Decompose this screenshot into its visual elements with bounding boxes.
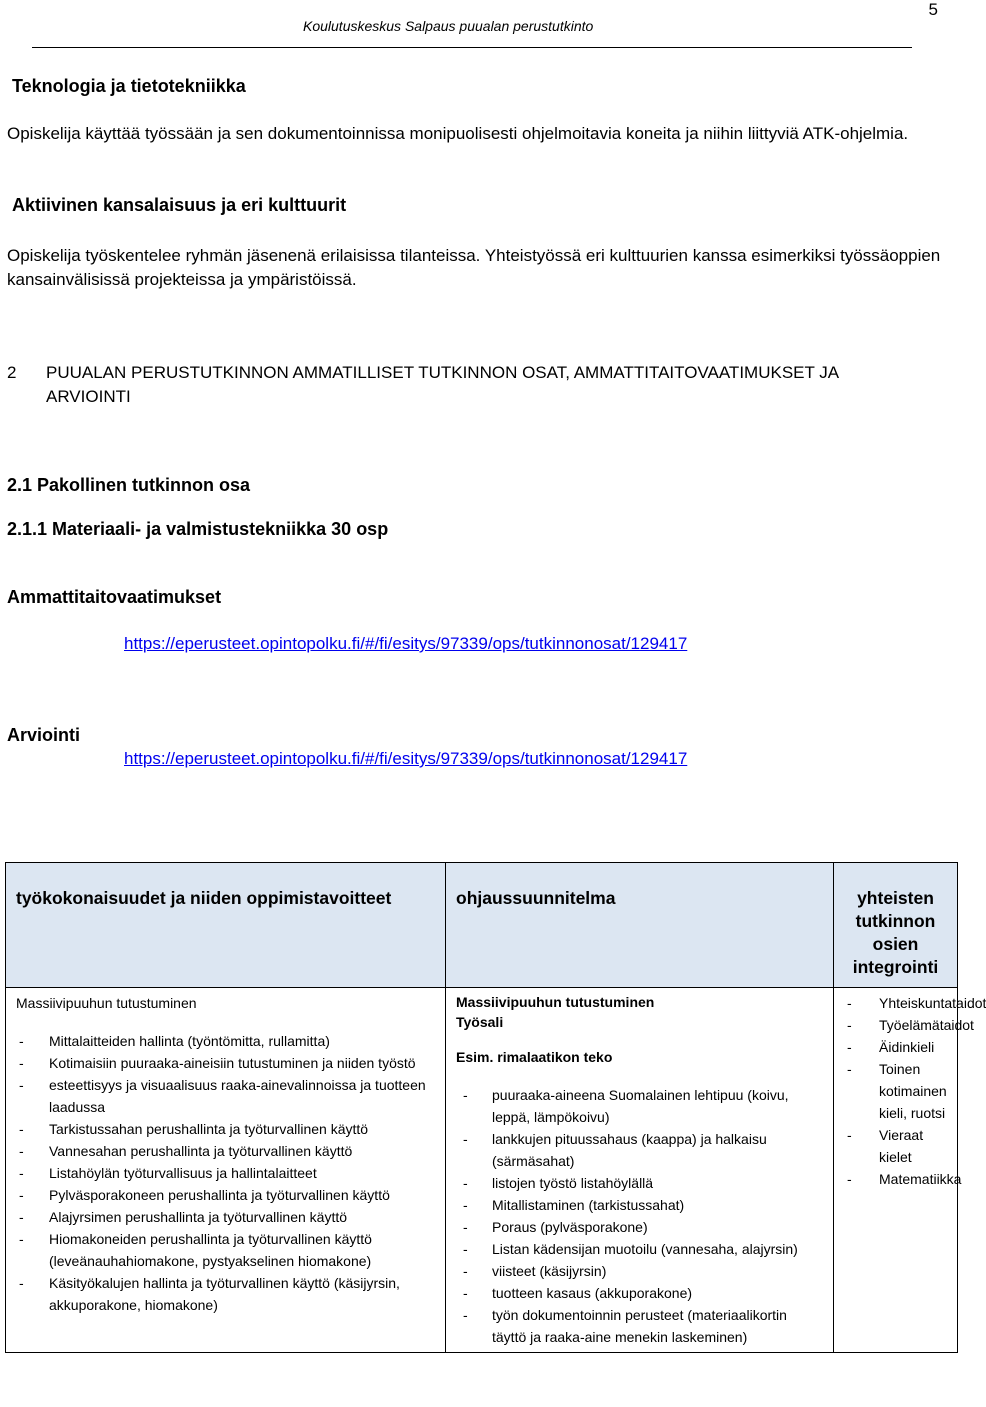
guidance-plan-example: Esim. rimalaatikon teko: [456, 1049, 613, 1065]
integration-list: [840, 992, 986, 1190]
section-title-citizenship: Aktiivinen kansalaisuus ja eri kulttuurit: [12, 195, 347, 215]
list-item: - Alajyrsimen perushallinta ja työturvallinen käyttö: [16, 1206, 437, 1228]
section-body-citizenship: Opiskelija työskentelee ryhmän jäsenenä erilaisissa tilanteissa. Yhteistyössä eri kulttuurien kanssa esimerkiksi työssäoppien kansainvälisissä projekteissa ja ympäristöissä.: [7, 246, 941, 289]
section-title-technology: Teknologia ja tietotekniikka: [12, 76, 246, 96]
list-item: - Listahöylän työturvallisuus ja hallintalaitteet: [16, 1162, 437, 1184]
guidance-plan-subtitle: Työsali: [456, 1014, 504, 1030]
running-header: Koulutuskeskus Salpaus puualan perustutkinto: [303, 18, 594, 34]
guidance-plan-title: Massiivipuuhun tutustuminen: [456, 994, 655, 1010]
list-item: - viisteet (käsijyrsin): [456, 1260, 825, 1282]
chapter-number: 2: [7, 363, 17, 382]
integration-cell: [834, 988, 986, 1353]
subsubsection-title: 2.1.1 Materiaali- ja valmistustekniikka 30 osp: [7, 519, 389, 539]
header-work-units: työkokonaisuudet ja niiden oppimistavoitteet: [6, 863, 446, 988]
list-item: - Mittalaitteiden hallinta (työntömitta, rullamitta): [16, 1030, 437, 1052]
guidance-plan-cell: [446, 988, 834, 1353]
list-item: - tuotteen kasaus (akkuporakone): [456, 1282, 825, 1304]
list-item: - esteettisyys ja visuaalisuus raaka-ainevalinnoissa ja tuotteen laadussa: [16, 1074, 437, 1118]
work-units-list: [16, 1030, 437, 1316]
section-body-technology: Opiskelija käyttää työssään ja sen dokumentoinnissa monipuolisesti ohjelmoitavia koneita ja niihin liittyviä ATK-ohjelmia.: [7, 124, 909, 143]
assessment-label: Arviointi: [7, 725, 81, 745]
list-item: - Kotimaisiin puuraaka-aineisiin tutustuminen ja niiden työstö: [16, 1052, 437, 1074]
assessment-link[interactable]: https://eperusteet.opintopolku.fi/#/fi/esitys/97339/ops/tutkinnonosat/129417: [124, 749, 688, 768]
list-item: - Poraus (pylväsporakone): [456, 1216, 825, 1238]
requirements-link[interactable]: https://eperusteet.opintopolku.fi/#/fi/esitys/97339/ops/tutkinnonosat/129417: [124, 634, 688, 653]
guidance-plan-list: [456, 1084, 825, 1348]
list-item: - puuraaka-aineena Suomalainen lehtipuu (koivu, leppä, lämpökoivu): [456, 1084, 825, 1128]
list-item: - listojen työstö listahöylällä: [456, 1172, 825, 1194]
list-item: - Vannesahan perushallinta ja työturvallinen käyttö: [16, 1140, 437, 1162]
header-rule: [32, 47, 912, 48]
list-item: - työn dokumentoinnin perusteet (materiaalikortin täyttö ja raaka-aine menekin laskeminen): [456, 1304, 825, 1348]
work-units-title: Massiivipuuhun tutustuminen: [16, 995, 197, 1011]
list-item: - Äidinkieli: [840, 1036, 953, 1058]
list-item: - Mitallistaminen (tarkistussahat): [456, 1194, 825, 1216]
requirements-label: Ammattitaitovaatimukset: [7, 587, 222, 607]
work-units-cell: [6, 988, 446, 1353]
page-number: 5: [928, 0, 938, 19]
list-item: - Työelämätaidot: [840, 1014, 953, 1036]
list-item: - Listan kädensijan muotoilu (vannesaha, alajyrsin): [456, 1238, 825, 1260]
curriculum-table: [5, 862, 986, 1353]
list-item: - Hiomakoneiden perushallinta ja työturvallinen käyttö (leveänauhahiomakone, pystyakselinen hiomakone): [16, 1228, 437, 1272]
table-row: [6, 988, 958, 1353]
list-item: - Tarkistussahan perushallinta ja työturvallinen käyttö: [16, 1118, 437, 1140]
list-item: - lankkujen pituussahaus (kaappa) ja halkaisu (särmäsahat): [456, 1128, 825, 1172]
header-integration: yhteisten tutkinnon osien integrointi: [834, 863, 958, 988]
list-item: - Toinen kotimainen kieli, ruotsi: [840, 1058, 953, 1124]
list-item: - Matematiikka: [840, 1168, 953, 1190]
list-item: - Vieraat kielet: [840, 1124, 953, 1168]
subsection-title: 2.1 Pakollinen tutkinnon osa: [7, 475, 251, 495]
header-guidance-plan: ohjaussuunnitelma: [446, 863, 834, 988]
list-item: - Käsityökalujen hallinta ja työturvallinen käyttö (käsijyrsin, akkuporakone, hiomakone): [16, 1272, 437, 1316]
chapter-title: PUUALAN PERUSTUTKINNON AMMATILLISET TUTKINNON OSAT, AMMATTITAITOVAATIMUKSET JA ARVIOINTI: [46, 363, 839, 406]
list-item: - Yhteiskuntataidot: [840, 992, 953, 1014]
list-item: - Pylväsporakoneen perushallinta ja työturvallinen käyttö: [16, 1184, 437, 1206]
table-header-row: [6, 863, 958, 988]
